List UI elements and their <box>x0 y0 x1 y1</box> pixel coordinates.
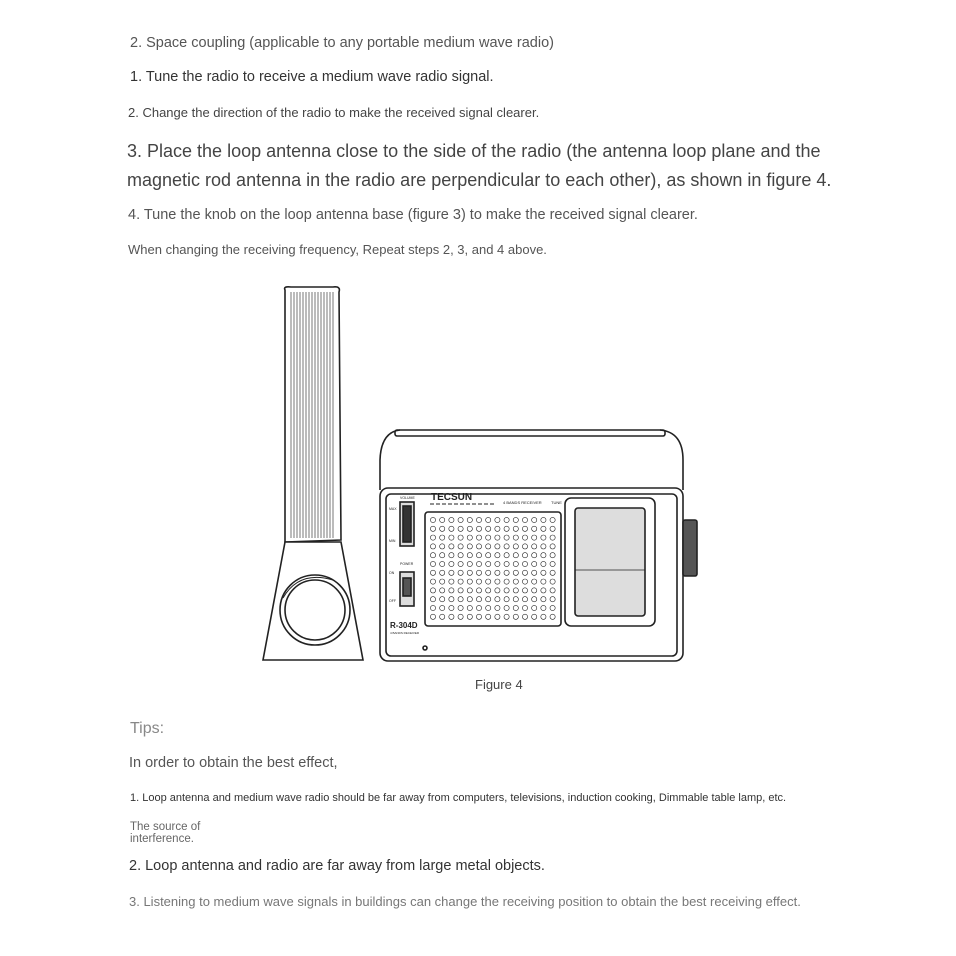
radio-subtitle-label: 4 BANDS RECEIVER <box>503 500 542 505</box>
tip-1: 1. Loop antenna and medium wave radio should be far away from computers, televisions, induction cooking, Dimmable table lamp, etc. <box>130 792 787 804</box>
tip-1-continuation: The source of interference. <box>130 821 201 845</box>
step-3: 3. Place the loop antenna close to the side of the radio (the antenna loop plane and the magnetic rod antenna in the radio are perpendicular to each other), as shown in figure 4. <box>127 141 832 190</box>
figure-caption: Figure 4 <box>475 677 523 692</box>
off-label: OFF <box>389 599 396 603</box>
radio-model-label: R-304D <box>390 621 418 630</box>
radio-model-subtitle: 4 BANDS RECEIVER <box>390 631 420 635</box>
max-label: MAX <box>389 507 397 511</box>
section-heading-space-coupling: 2. Space coupling (applicable to any portable medium wave radio) <box>130 35 554 51</box>
tips-title: Tips: <box>130 720 165 737</box>
step-4: 4. Tune the knob on the loop antenna base (figure 3) to make the received signal clearer. <box>128 207 698 223</box>
min-label: MIN <box>389 539 396 543</box>
power-label: POWER <box>400 562 414 566</box>
radio-brand-label: TECSUN <box>431 492 473 503</box>
volume-label: VOLUME <box>400 496 415 500</box>
on-label: ON <box>389 571 395 575</box>
radio-illustration <box>380 430 697 661</box>
tip-3: 3. Listening to medium wave signals in buildings can change the receiving position to obtain the best receiving effect. <box>129 894 801 909</box>
figure-4-illustration <box>255 280 705 670</box>
step-2: 2. Change the direction of the radio to make the received signal clearer. <box>128 105 540 120</box>
loop-antenna-illustration <box>263 287 363 660</box>
tip-2: 2. Loop antenna and radio are far away from large metal objects. <box>129 858 545 874</box>
tune-label: TUNE <box>551 500 562 505</box>
tips-intro: In order to obtain the best effect, <box>129 755 338 771</box>
step-1: 1. Tune the radio to receive a medium wave radio signal. <box>130 69 494 85</box>
repeat-note: When changing the receiving frequency, Repeat steps 2, 3, and 4 above. <box>128 242 547 257</box>
